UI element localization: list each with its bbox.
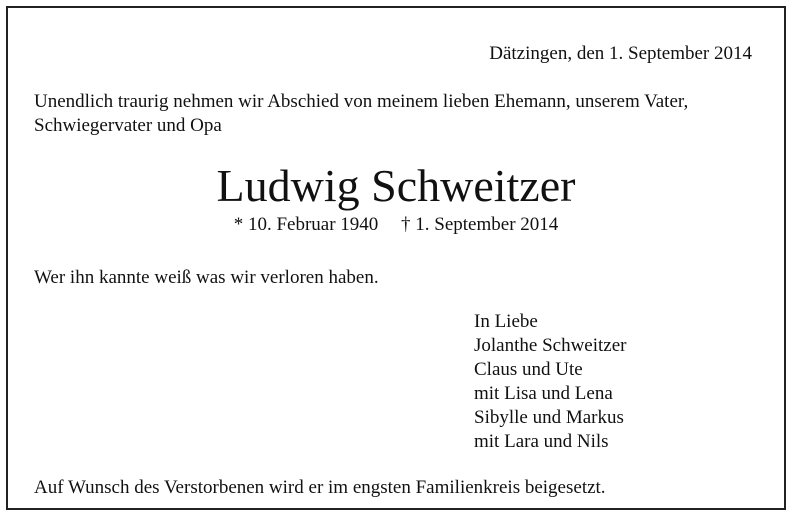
signoff-line: Jolanthe Schweitzer xyxy=(474,335,627,356)
intro-line-2: Schwiegervater und Opa xyxy=(34,115,222,136)
deceased-name: Ludwig Schweitzer xyxy=(216,160,576,211)
obituary-frame xyxy=(6,6,786,510)
intro-line-1: Unendlich traurig nehmen wir Abschied von meinem lieben Ehemann, unserem Vater, xyxy=(34,91,689,112)
signoff-line: In Liebe xyxy=(474,311,538,332)
memorial-quote: Wer ihn kannte weiß was wir verloren haben. xyxy=(34,267,379,288)
signoff-line: mit Lisa und Lena xyxy=(474,383,613,404)
birth-date: * 10. Februar 1940 xyxy=(233,214,379,235)
signoff-line: Sibylle und Markus xyxy=(474,407,624,428)
signoff-line: Claus und Ute xyxy=(474,359,583,380)
place-date: Dätzingen, den 1. September 2014 xyxy=(489,43,752,64)
signoff-line: mit Lara und Nils xyxy=(474,431,609,452)
family-signoff xyxy=(474,310,626,454)
life-dates xyxy=(8,213,784,237)
death-date: † 1. September 2014 xyxy=(401,214,559,235)
closing-note: Auf Wunsch des Verstorbenen wird er im engsten Familienkreis beigesetzt. xyxy=(34,477,606,498)
